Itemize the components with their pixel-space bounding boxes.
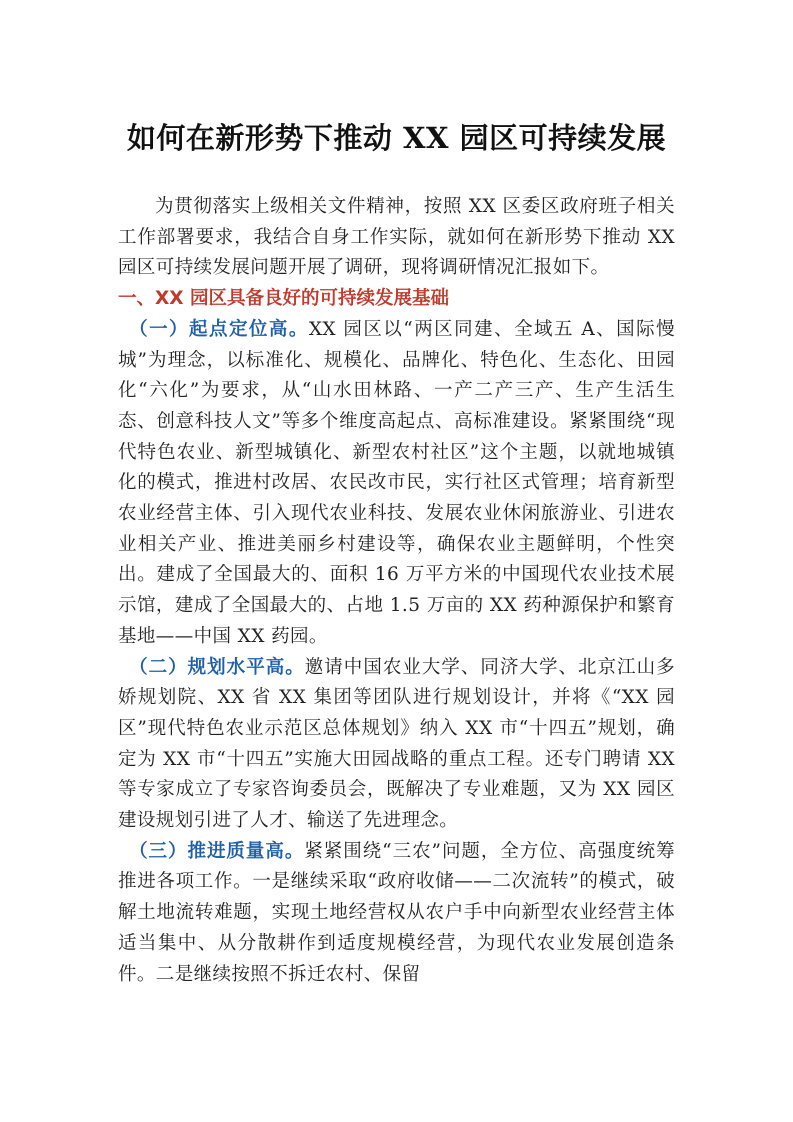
intro-paragraph: 为贯彻落实上级相关文件精神，按照 XX 区委区政府班子相关工作部署要求，我结合自身工作实际，就如何在新形势下推动 XX 园区可持续发展问题开展了调研，现将调研情况汇报如下。 — [118, 196, 675, 279]
item-label-3: （三）推进质量高。 — [129, 840, 305, 862]
item-paragraph-2 — [118, 653, 675, 837]
item-text-3: 紧紧围绕“三农”问题，全方位、高强度统筹推进各项工作。一是继续采取“政府收储——二次流转”的模式，破解土地流转难题，实现土地经营权从农户手中向新型农业经营主体适当集中、从分散耕作到适度规模经营，为现代农业发展创造条件。二是继续按照不拆迁农村、保留 — [118, 840, 676, 985]
item-label-2: （二）规划水平高。 — [129, 656, 305, 678]
document-title: 如何在新形势下推动 XX 园区可持续发展 — [126, 121, 667, 155]
item-label-1: （一）起点定位高。 — [129, 318, 309, 340]
item-text-1: XX 园区以“两区同建、全域五 A、国际慢城”为理念，以标准化、规模化、品牌化、特色化、生态化、田园化“六化”为要求，从“山水田林路、一产二产三产、生产生活生态、创意科技人文”等多个维度高起点、高标准建设。紧紧围绕“现代特色农业、新型城镇化、新型农村社区”这个主题，以就地城镇化的模式，推进村改居、农民改市民，实行社区式管理；培育新型农业经营主体、引入现代农业科技、发展农业休闲旅游业、引进农业相关产业、推进美丽乡村建设等，确保农业主题鲜明，个性突出。建成了全国最大的、面积 16 万平方米的中国现代农业技术展示馆，建成了全国最大的、占地 1.5 万亩的 XX 药种源保护和繁育基地——中国 XX 药园。 — [118, 318, 675, 647]
item-text-2: 邀请中国农业大学、同济大学、北京江山多娇规划院、XX 省 XX 集团等团队进行规划设计，并将《“XX 园区”现代特色农业示范区总体规划》纳入 XX 市“十四五”规划，确定为 XX 市“十四五”实施大田园战略的重点工程。还专门聘请 XX 等专家成立了专家咨询委员会，既解决了专业难题，又为 XX 园区建设规划引进了人才、输送了先进理念。 — [118, 656, 675, 832]
section-heading: 一、XX 园区具备良好的可持续发展基础 — [118, 288, 449, 310]
item-paragraph-1 — [118, 315, 675, 653]
item-paragraph-3 — [118, 837, 675, 991]
